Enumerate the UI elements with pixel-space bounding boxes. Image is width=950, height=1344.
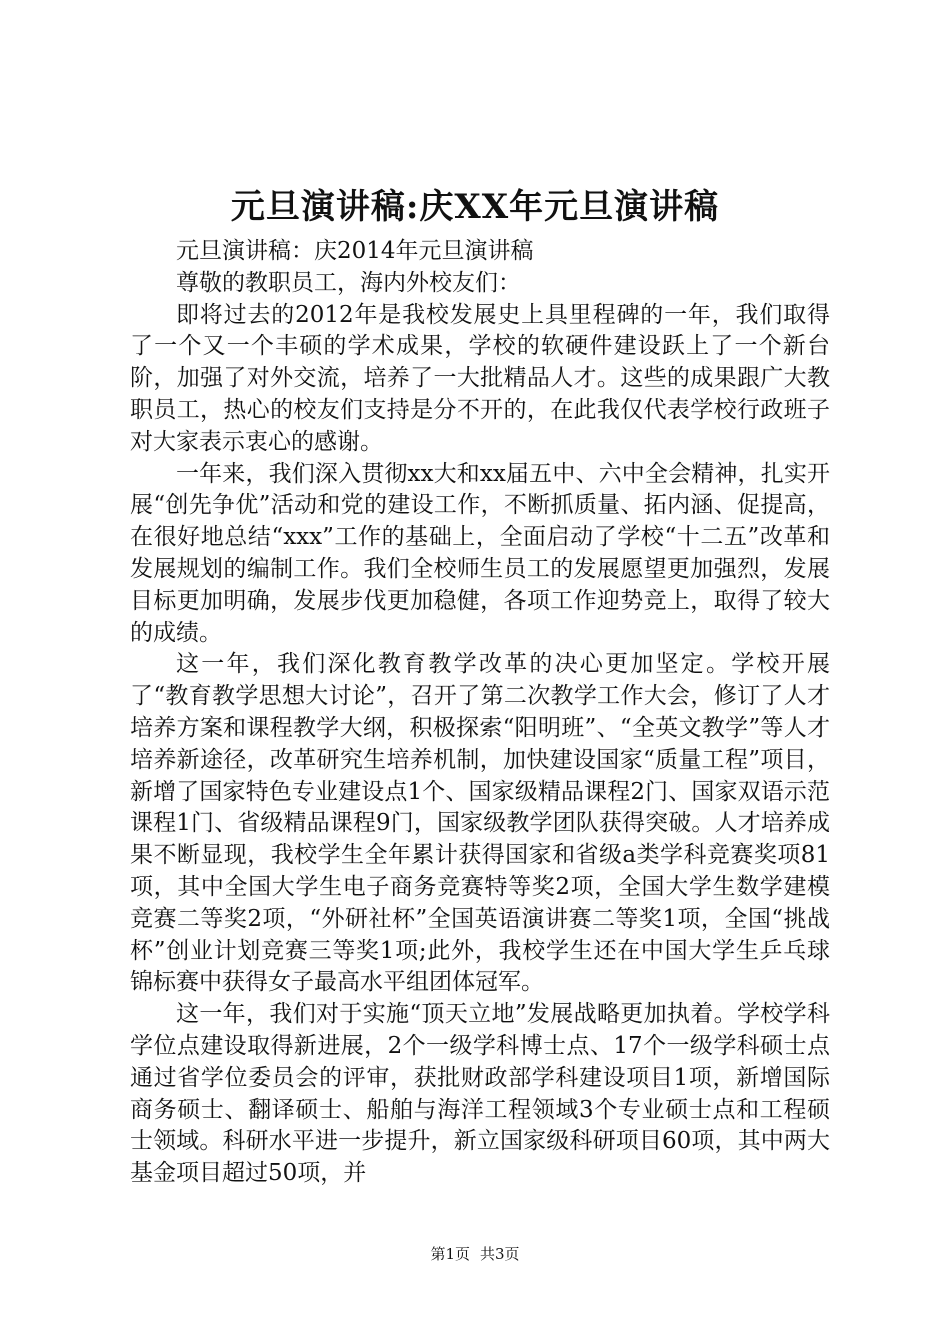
paragraph: 即将过去的2012年是我校发展史上具里程碑的一年，我们取得了一个又一个丰硕的学术成果，学校的软硬件建设跃上了一个新台阶，加强了对外交流，培养了一大批精品人才。这些的成果跟广大教职员工，热心的校友们支持是分不开的，在此我仅代表学校行政班子对大家表示衷心的感谢。 (130, 301, 830, 455)
paragraph: 这一年，我们深化教育教学改革的决心更加坚定。学校开展了“教育教学思想大讨论”，召开了第二次教学工作大会，修订了人才培养方案和课程教学大纲，积极探索“阳明班”、“全英文教学”等人才培养新途径，改革研究生培养机制，加快建设国家“质量工程”项目，新增了国家特色专业建设点1个、国家级精品课程2门、国家双语示范课程1门、省级精品课程9门，国家级教学团队获得突破。人才培养成果不断显现，我校学生全年累计获得国家和省级a类学科竞赛奖项81项，其中全国大学生电子商务竞赛特等奖2项，全国大学生数学建模竞赛二等奖2项，“外研社杯”全国英语演讲赛二等奖1项，全国“挑战杯”创业计划竞赛三等奖1项;此外，我校学生还在中国大学生乒乓球锦标赛中获得女子最高水平组团体冠军。 (130, 651, 830, 996)
page-footer (0, 1244, 950, 1264)
paragraph-salutation: 尊敬的教职员工，海内外校友们： (176, 269, 521, 296)
page-total: 共3页 (480, 1245, 520, 1263)
document-title: 元旦演讲稿:庆XX年元旦演讲稿 (230, 187, 720, 227)
paragraph: 一年来，我们深入贯彻xx大和xx届五中、六中全会精神，扎实开展“创先争优”活动和党的建设工作，不断抓质量、拓内涵、促提高，在很好地总结“xxx”工作的基础上，全面启动了学校“十二五”改革和发展规划的编制工作。我们全校师生员工的发展愿望更加强烈，发展目标更加明确，发展步伐更加稳健，各项工作迎势竞上，取得了较大的成绩。 (130, 460, 830, 646)
paragraph-subtitle: 元旦演讲稿：庆2014年元旦演讲稿 (176, 238, 534, 264)
page-number: 第1页 (430, 1245, 470, 1263)
paragraph: 这一年，我们对于实施“顶天立地”发展战略更加执着。学校学科学位点建设取得新进展，2个一级学科博士点、17个一级学科硕士点通过省学位委员会的评审，获批财政部学科建设项目1项，新增国际商务硕士、翻译硕士、船舶与海洋工程领域3个专业硕士点和工程硕士领域。科研水平进一步提升，新立国家级科研项目60项，其中两大基金项目超过50项，并 (130, 1001, 830, 1187)
document-body (130, 236, 830, 1190)
